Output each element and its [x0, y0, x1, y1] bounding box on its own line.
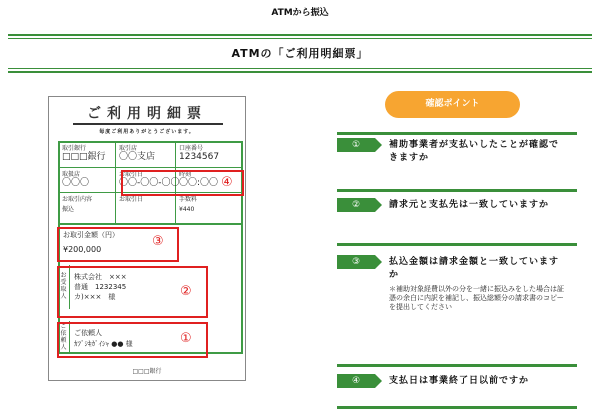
header-rule-top — [8, 34, 592, 36]
arrow-icon — [375, 198, 382, 212]
bank-label: 取引銀行 — [62, 145, 87, 152]
account-number-value: 1234567 — [179, 152, 220, 162]
check-number-2: ② — [337, 198, 375, 212]
amount-value: ¥200,000 — [63, 245, 102, 254]
check-note: ＊補助対象経費以外の分を一緒に振込みをした場合は証憑の余白に内訳を補記し、振込総額分の請求書のコピーを提出してください — [389, 285, 564, 311]
receipt-title-underline — [73, 123, 223, 125]
recipient-account: 普通 1232345 — [74, 283, 127, 291]
receipt-title: ご利用明細票 — [87, 106, 207, 122]
branch-value: 〇〇支店 — [119, 152, 156, 162]
bank-cell — [62, 145, 106, 162]
amount-label: お取引金額（円） — [63, 231, 119, 239]
arrow-icon — [375, 374, 382, 388]
arrow-icon — [375, 138, 382, 152]
check-text-3: 払込金額は請求金額と一致していますか — [389, 257, 560, 280]
marker-2: ② — [180, 284, 192, 299]
arrow-icon — [375, 255, 382, 269]
transaction-date-2-cell — [119, 196, 143, 203]
table-divider — [115, 141, 116, 225]
transaction-date-value: 〇〇-〇〇-〇〇 — [119, 178, 180, 188]
bank-value: □□□銀行 — [62, 152, 106, 162]
check-number-4: ④ — [337, 374, 375, 388]
requester-name: ｶﾌﾞｼｷｶﾞｲｼｬ ●● 様 — [74, 340, 133, 348]
table-divider — [58, 167, 243, 168]
check-text-1: 補助事業者が支払いしたことが確認できますか — [389, 140, 560, 163]
transaction-type-label: お取引内容 — [62, 196, 93, 203]
check-separator — [337, 364, 577, 367]
fee-cell — [179, 196, 197, 213]
check-separator — [337, 406, 577, 409]
recipient-name: カ)××× 様 — [74, 293, 116, 301]
check-number-3: ③ — [337, 255, 375, 269]
transaction-type-cell — [62, 196, 92, 213]
handling-branch-label: 取扱店 — [62, 171, 81, 178]
account-number-label: 口座番号 — [179, 145, 204, 152]
transaction-type-value: 振込 — [62, 206, 75, 213]
fee-value: ¥440 — [179, 206, 195, 213]
branch-label: 取引店 — [119, 145, 138, 152]
marker-1: ① — [180, 331, 192, 346]
header-title: ATMの「ご利用明細票」 — [231, 47, 369, 60]
recipient-company: 株式会社 ××× — [74, 273, 127, 281]
receipt-slip — [48, 96, 246, 381]
check-separator — [337, 243, 577, 246]
requester-vertical-label: ご依頼人 — [60, 323, 67, 351]
check-separator — [337, 132, 577, 135]
account-number-cell — [179, 145, 219, 162]
transaction-date-label: お取引日 — [119, 171, 144, 178]
time-label: 時刻 — [179, 171, 192, 178]
header-rule-bottom-thin — [8, 68, 592, 69]
check-points-badge: 確認ポイント — [385, 91, 520, 118]
check-text-4: 支払日は事業終了日以前ですか — [389, 376, 530, 386]
check-separator — [337, 189, 577, 192]
receipt-footer-bank: □□□銀行 — [132, 368, 162, 375]
fee-label: 手数料 — [179, 196, 198, 203]
transaction-date-2-label: お取引日 — [119, 196, 144, 203]
receipt-greeting: 毎度ご利用ありがとうございます。 — [99, 129, 195, 135]
check-number-1: ① — [337, 138, 375, 152]
handling-branch-cell — [62, 171, 89, 188]
marker-4: ④ — [221, 175, 233, 190]
requester-heading: ご依頼人 — [74, 329, 102, 337]
branch-cell — [119, 145, 155, 162]
header-rule-bottom — [8, 71, 592, 73]
time-value: 〇〇:〇〇 — [179, 178, 219, 188]
page-title: ATMから振込 — [271, 8, 329, 18]
marker-3: ③ — [152, 234, 164, 249]
handling-branch-value: 〇〇〇 — [62, 178, 90, 188]
check-text-2: 請求元と支払先は一致していますか — [389, 200, 550, 210]
header-rule-top-thin — [8, 38, 592, 39]
recipient-vertical-label: お受取人 — [60, 272, 67, 300]
